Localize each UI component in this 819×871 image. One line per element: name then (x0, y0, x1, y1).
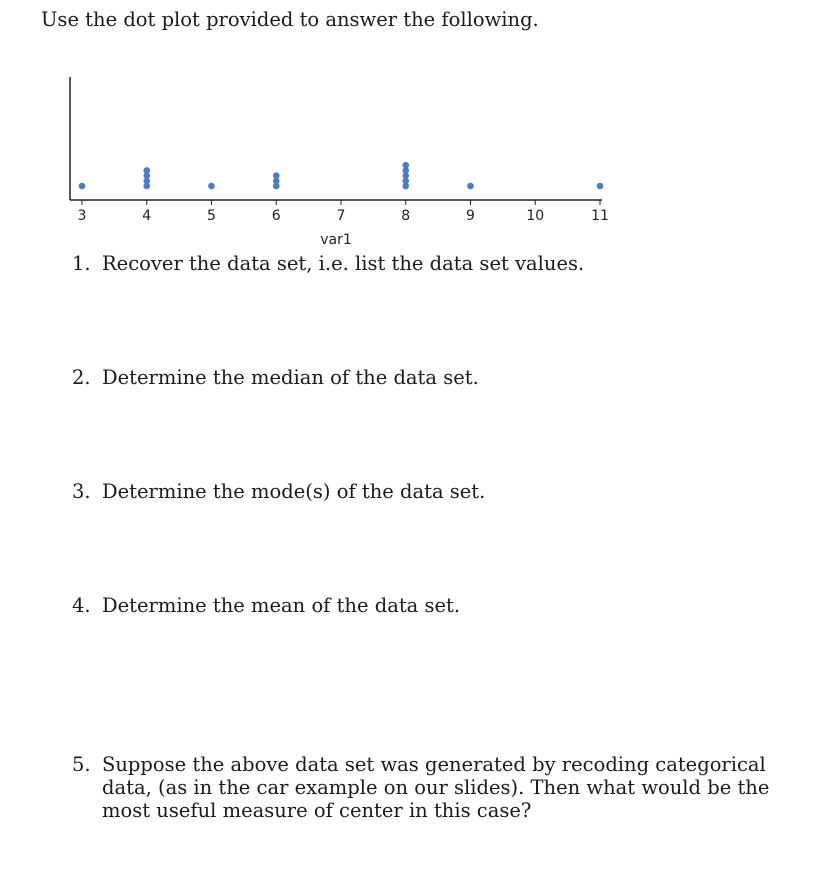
x-tick-label-7: 7 (336, 208, 346, 224)
x-ticks (78, 200, 609, 224)
x-tick-label-5: 5 (207, 208, 216, 224)
question-5-text: Suppose the above data set was generated by recoding categorical data, (as in the car example on our slides). Then what would be the most useful measure of center in this case? (102, 753, 770, 822)
data-dot-11-1 (597, 183, 604, 190)
question-2 (72, 366, 812, 389)
x-tick-label-4: 4 (142, 208, 152, 224)
x-tick-label-11: 11 (591, 208, 609, 224)
question-1-text: Recover the data set, i.e. list the data set values. (102, 252, 585, 275)
intro-text: Use the dot plot provided to answer the following. (41, 8, 539, 31)
dot-plot-chart (50, 72, 630, 252)
x-tick-label-3: 3 (77, 208, 87, 224)
question-2-number: 2. (72, 366, 91, 389)
question-5 (72, 753, 812, 822)
data-dot-3-1 (79, 183, 86, 190)
x-tick-label-9: 9 (466, 208, 475, 224)
data-dots (79, 162, 604, 189)
question-4-text: Determine the mean of the data set. (102, 594, 461, 617)
question-4-number: 4. (72, 594, 91, 617)
question-1-number: 1. (72, 252, 91, 275)
data-dot-9-1 (467, 183, 474, 190)
question-4 (72, 594, 812, 617)
x-tick-label-10: 10 (526, 208, 545, 224)
data-dot-6-3 (273, 172, 280, 179)
data-dot-4-4 (143, 167, 150, 174)
question-3-text: Determine the mode(s) of the data set. (102, 480, 486, 503)
x-axis-label: var1 (320, 232, 352, 248)
data-dot-5-1 (208, 183, 215, 190)
question-1 (72, 252, 812, 275)
x-tick-label-8: 8 (401, 208, 411, 224)
data-dot-8-5 (402, 162, 409, 169)
x-tick-label-6: 6 (271, 208, 281, 224)
question-5-number: 5. (72, 753, 91, 776)
question-3-number: 3. (72, 480, 91, 503)
question-3 (72, 480, 812, 503)
question-2-text: Determine the median of the data set. (102, 366, 479, 389)
